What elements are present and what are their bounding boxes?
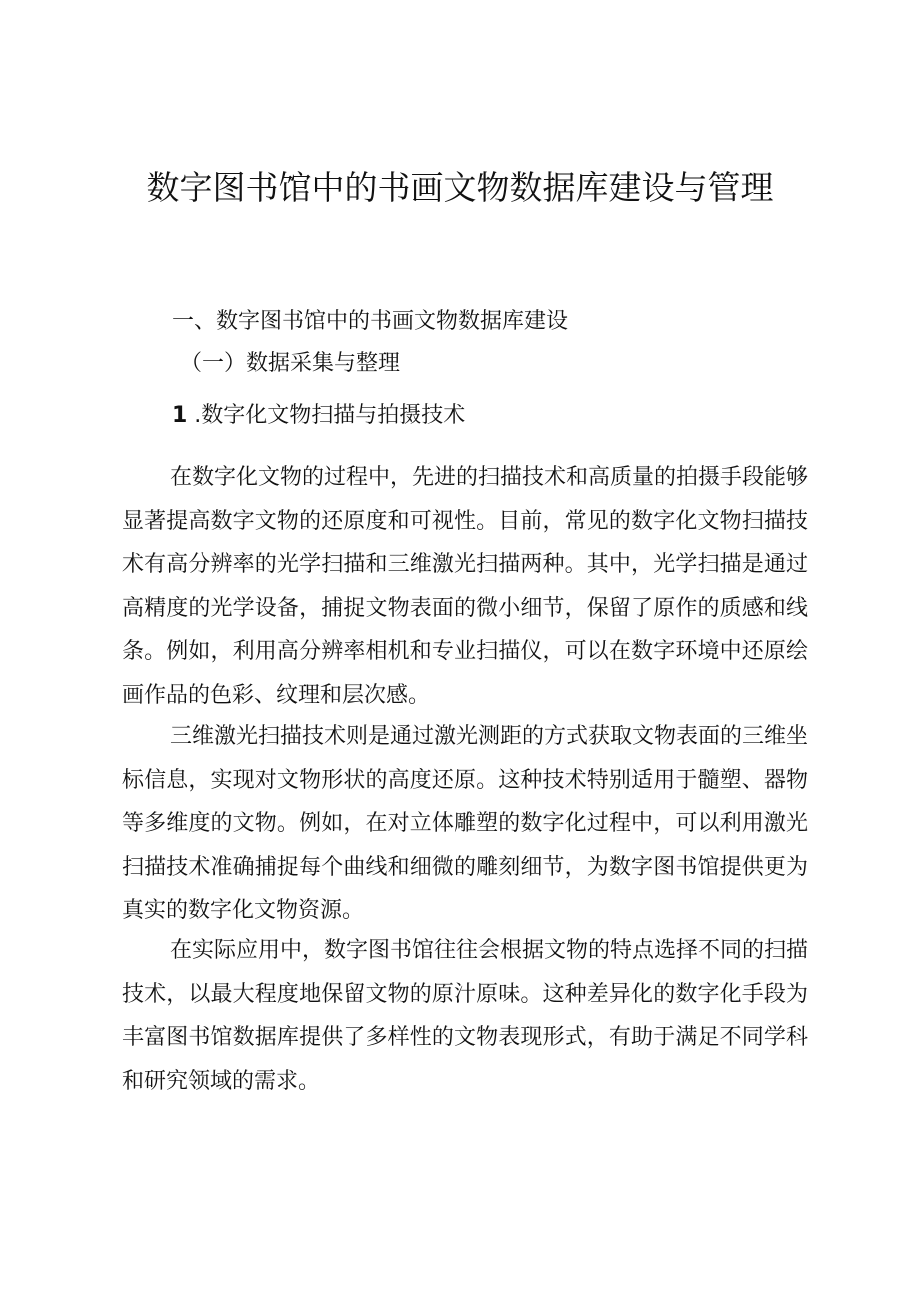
subsection-heading: （一）数据采集与整理 (180, 351, 401, 376)
item-heading-text: .数字化文物扫描与拍摄技术 (187, 403, 466, 428)
paragraph-3: 在实际应用中，数字图书馆往往会根据文物的特点选择不同的扫描技术，以最大程度地保留文物的原汁原味。这种差异化的数字化手段为丰富图书馆数据库提供了多样性的文物表现形式，有助于满足不同学科和研究领域的需求。 (122, 938, 809, 1094)
paragraph-2: 三维激光扫描技术则是通过激光测距的方式获取文物表面的三维坐标信息，实现对文物形状的高度还原。这种技术特别适用于髓塑、器物等多维度的文物。例如，在对立体雕塑的数字化过程中，可以利用激光扫描技术准确捕捉每个曲线和细微的雕刻细节，为数字图书馆提供更为真实的数字化文物资源。 (122, 724, 809, 923)
paragraph-1: 在数字化文物的过程中，先进的扫描技术和高质量的拍摄手段能够显著提高数字文物的还原度和可视性。目前，常见的数字化文物扫描技术有高分辨率的光学扫描和三维激光扫描两种。其中，光学扫描是通过高精度的光学设备，捕捉文物表面的微小细节，保留了原作的质感和线条。例如，利用高分辨率相机和专业扫描仪，可以在数字环境中还原绘画作品的色彩、纹理和层次感。 (122, 465, 809, 708)
item-heading (172, 400, 465, 432)
item-number: 1 (172, 403, 188, 428)
section-heading: 一、数字图书馆中的书画文物数据库建设 (172, 309, 569, 334)
document-title: 数字图书馆中的书画文物数据库建设与管理 (146, 168, 774, 207)
